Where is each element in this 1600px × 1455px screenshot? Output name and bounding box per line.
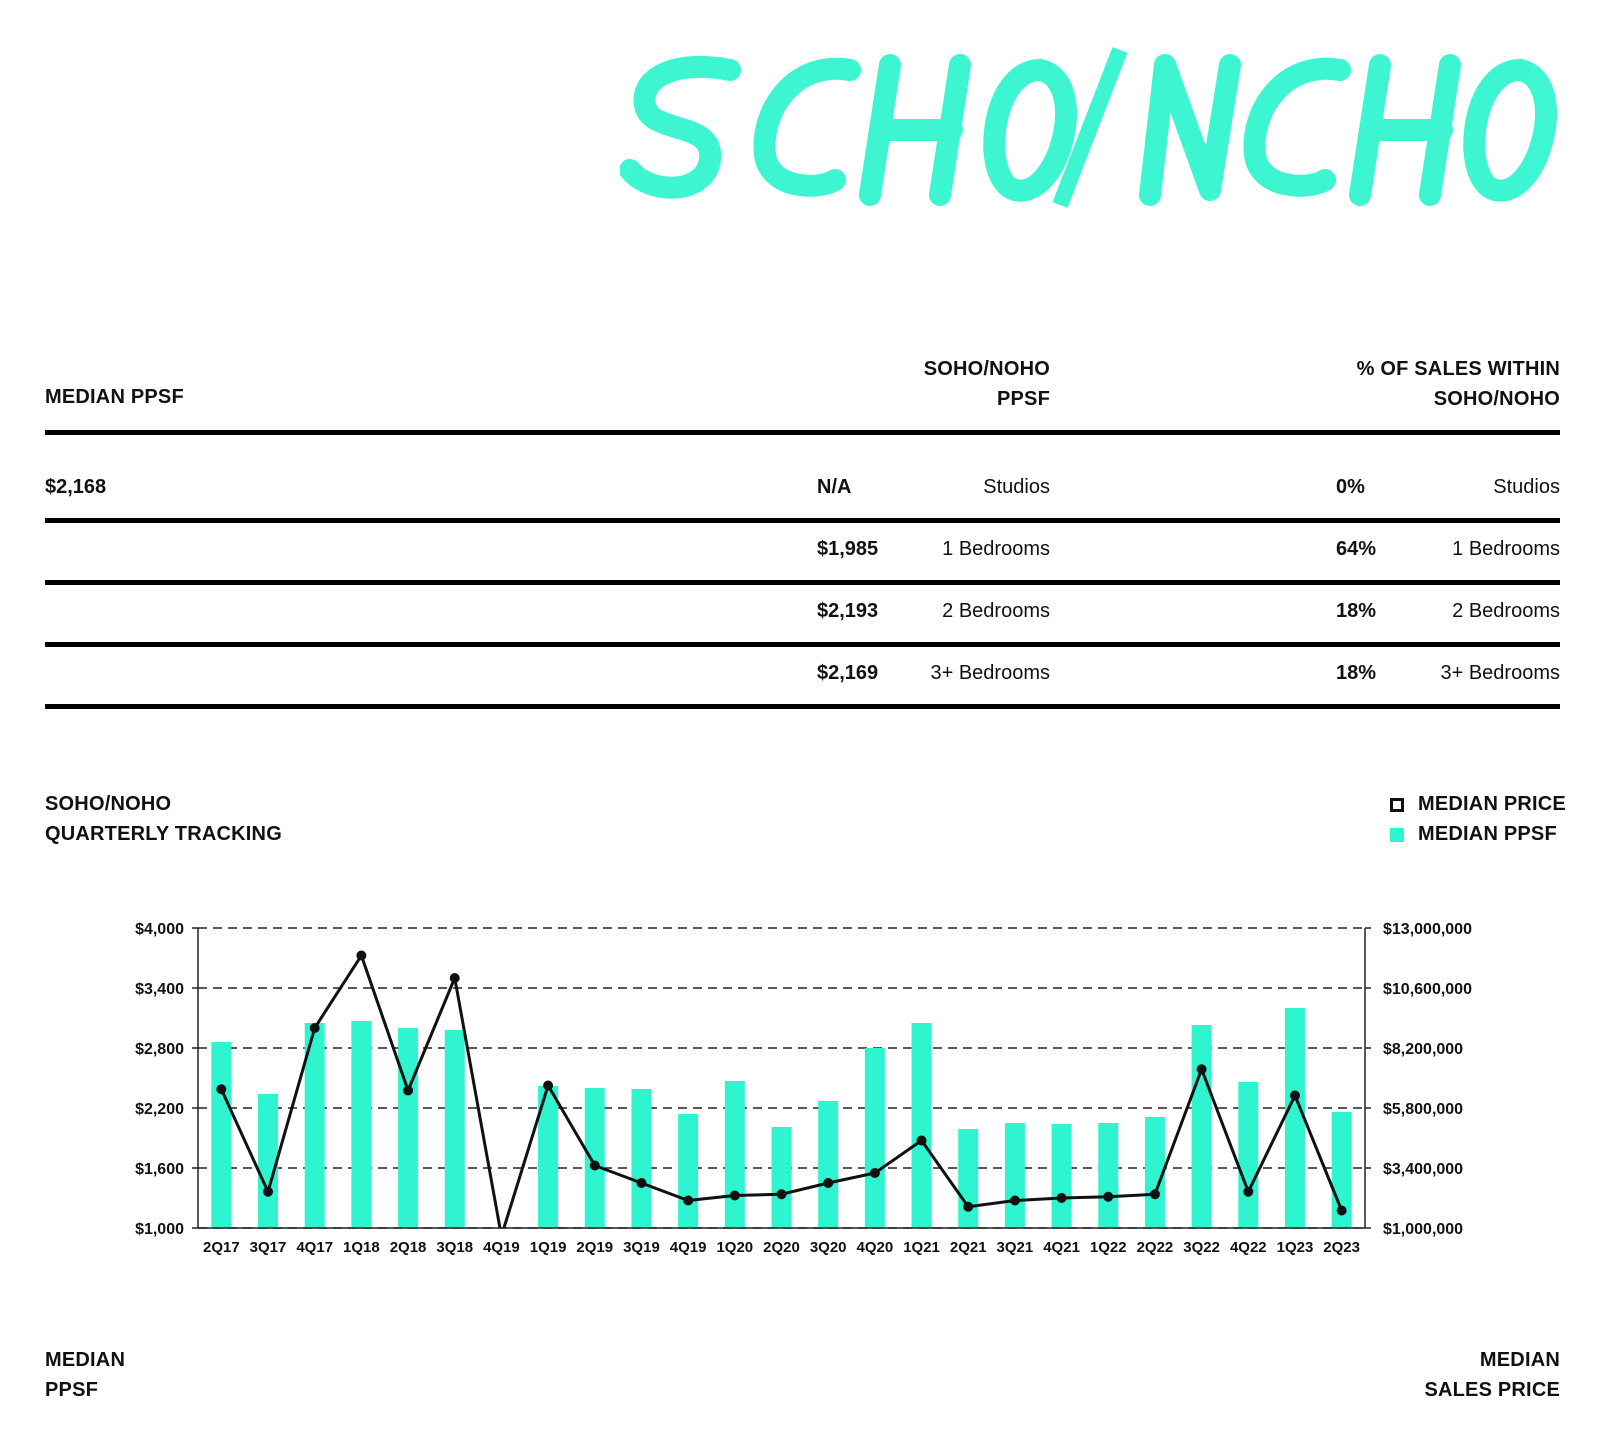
section-title-line1: SOHO/NOHO [45, 793, 172, 815]
y-right-tick-label: $13,000,000 [1383, 921, 1472, 938]
bar [1005, 1123, 1025, 1228]
left-axis-caption-line2: PPSF [45, 1379, 99, 1401]
bar [818, 1101, 838, 1228]
table-row-pct: 0% [1336, 476, 1365, 498]
legend-label-ppsf: MEDIAN PPSF [1418, 823, 1557, 845]
bar [445, 1030, 465, 1228]
quarterly-tracking-chart [0, 900, 1600, 1300]
table-row-type2: Studios [1493, 476, 1560, 498]
price-point [590, 1161, 600, 1171]
price-point [823, 1178, 833, 1188]
x-tick-label: 2Q19 [576, 1239, 614, 1256]
table-row-type2: 1 Bedrooms [1452, 538, 1560, 560]
price-point [636, 1178, 646, 1188]
table-row-type: Studios [983, 476, 1050, 498]
price-point [1057, 1193, 1067, 1203]
bar [258, 1094, 278, 1228]
x-tick-label: 1Q19 [529, 1239, 567, 1256]
legend-swatch-price [1390, 798, 1404, 812]
y-left-tick-label: $1,000 [135, 1221, 184, 1238]
x-tick-label: 4Q21 [1043, 1239, 1080, 1256]
y-left-tick-label: $3,400 [135, 981, 184, 998]
x-tick-label: 4Q19 [669, 1239, 707, 1256]
x-tick-label: 2Q20 [763, 1239, 800, 1256]
price-point [683, 1196, 693, 1206]
bar [1238, 1082, 1258, 1228]
col3-header-line1: % OF SALES WITHIN [1356, 358, 1560, 380]
price-point [543, 1081, 553, 1091]
x-tick-label: 2Q22 [1136, 1239, 1174, 1256]
median-ppsf-value: $2,168 [45, 476, 107, 498]
legend-item-median-price [1390, 789, 1566, 819]
table-row-pct: 64% [1336, 538, 1377, 560]
price-point [1290, 1091, 1300, 1101]
x-tick-label: 3Q19 [623, 1239, 660, 1256]
x-tick-label: 2Q17 [202, 1239, 240, 1256]
bar [631, 1089, 651, 1228]
x-tick-label: 3Q21 [996, 1239, 1034, 1256]
price-point [216, 1084, 226, 1094]
x-tick-label: 2Q21 [949, 1239, 987, 1256]
price-point [777, 1189, 787, 1199]
bar [1052, 1124, 1072, 1228]
y-left-tick-label: $2,800 [135, 1041, 184, 1058]
y-left-tick-label: $1,600 [135, 1161, 184, 1178]
price-point [1243, 1187, 1253, 1197]
bar [211, 1042, 231, 1228]
x-tick-label: 1Q22 [1089, 1239, 1127, 1256]
x-tick-label: 4Q17 [296, 1239, 334, 1256]
price-point [310, 1023, 320, 1033]
price-point [263, 1187, 273, 1197]
x-tick-label: 3Q20 [809, 1239, 847, 1256]
table-row-pct: 18% [1336, 600, 1377, 622]
price-point [1103, 1192, 1113, 1202]
median-ppsf-header: MEDIAN PPSF [45, 386, 184, 408]
table-row-ppsf: N/A [817, 476, 852, 498]
bar [351, 1021, 371, 1228]
chart-axes [135, 921, 1472, 1256]
bar [1098, 1123, 1118, 1228]
chart-line [216, 951, 1346, 1237]
bar [398, 1028, 418, 1228]
y-right-tick-label: $5,800,000 [1383, 1101, 1464, 1118]
bar [958, 1129, 978, 1228]
y-right-tick-label: $3,400,000 [1383, 1161, 1464, 1178]
x-tick-label: 1Q18 [343, 1239, 380, 1256]
section-title-line2: QUARTERLY TRACKING [45, 823, 282, 845]
x-tick-label: 1Q20 [716, 1239, 754, 1256]
x-tick-label: 3Q22 [1183, 1239, 1220, 1256]
x-tick-label: 1Q23 [1276, 1239, 1314, 1256]
table-row-type2: 3+ Bedrooms [1440, 662, 1560, 684]
table-row-type: 3+ Bedrooms [930, 662, 1050, 684]
price-point [356, 951, 366, 961]
col3-header-line2: SOHO/NOHO [1433, 388, 1560, 410]
table-row-type: 2 Bedrooms [942, 600, 1050, 622]
y-right-tick-label: $10,600,000 [1383, 981, 1472, 998]
x-tick-label: 2Q18 [389, 1239, 427, 1256]
x-tick-label: 4Q19 [483, 1239, 520, 1256]
price-point [1010, 1196, 1020, 1206]
x-tick-label: 4Q20 [856, 1239, 894, 1256]
table-bottom-rule [45, 704, 1560, 709]
table-row-rule [45, 518, 1560, 523]
bar [912, 1023, 932, 1228]
price-point [1197, 1064, 1207, 1074]
x-tick-label: 1Q21 [903, 1239, 940, 1256]
legend-item-median-ppsf [1390, 819, 1557, 849]
table-row-type: 1 Bedrooms [942, 538, 1050, 560]
bar [772, 1127, 792, 1228]
right-axis-caption-line2: SALES PRICE [1424, 1379, 1560, 1401]
legend-swatch-ppsf [1390, 828, 1404, 842]
x-tick-label: 4Q22 [1229, 1239, 1267, 1256]
table-row-pct: 18% [1336, 662, 1377, 684]
table-row-ppsf: $1,985 [817, 538, 879, 560]
col2-header-line2: PPSF [996, 388, 1050, 410]
table-row-ppsf: $2,193 [817, 600, 879, 622]
table-row-ppsf: $2,169 [817, 662, 879, 684]
y-right-tick-label: $8,200,000 [1383, 1041, 1464, 1058]
price-point [963, 1202, 973, 1212]
price-line-group [216, 951, 1346, 1237]
bar [678, 1114, 698, 1228]
legend-label-price: MEDIAN PRICE [1418, 793, 1566, 815]
x-tick-label: 3Q17 [249, 1239, 287, 1256]
bar [865, 1048, 885, 1228]
right-axis-caption-line1: MEDIAN [1479, 1349, 1560, 1371]
y-right-tick-label: $1,000,000 [1383, 1221, 1464, 1238]
price-point [870, 1168, 880, 1178]
price-point [450, 973, 460, 983]
bar [1192, 1025, 1212, 1228]
price-point [1150, 1189, 1160, 1199]
price-point [730, 1191, 740, 1201]
x-tick-label: 2Q23 [1323, 1239, 1361, 1256]
y-left-tick-label: $4,000 [135, 921, 184, 938]
price-point [1337, 1206, 1347, 1216]
bar [1285, 1008, 1305, 1228]
y-left-tick-label: $2,200 [135, 1101, 184, 1118]
left-axis-caption-line1: MEDIAN [45, 1349, 126, 1371]
table-row-type2: 2 Bedrooms [1452, 600, 1560, 622]
table-row-rule [45, 642, 1560, 647]
col2-header-line1: SOHO/NOHO [923, 358, 1050, 380]
x-tick-label: 3Q18 [436, 1239, 474, 1256]
price-point [917, 1136, 927, 1146]
bar [725, 1081, 745, 1228]
price-point [403, 1086, 413, 1096]
brand-logo [620, 30, 1580, 230]
table-row-rule [45, 580, 1560, 585]
table-header-rule [45, 430, 1560, 435]
bar [585, 1088, 605, 1228]
